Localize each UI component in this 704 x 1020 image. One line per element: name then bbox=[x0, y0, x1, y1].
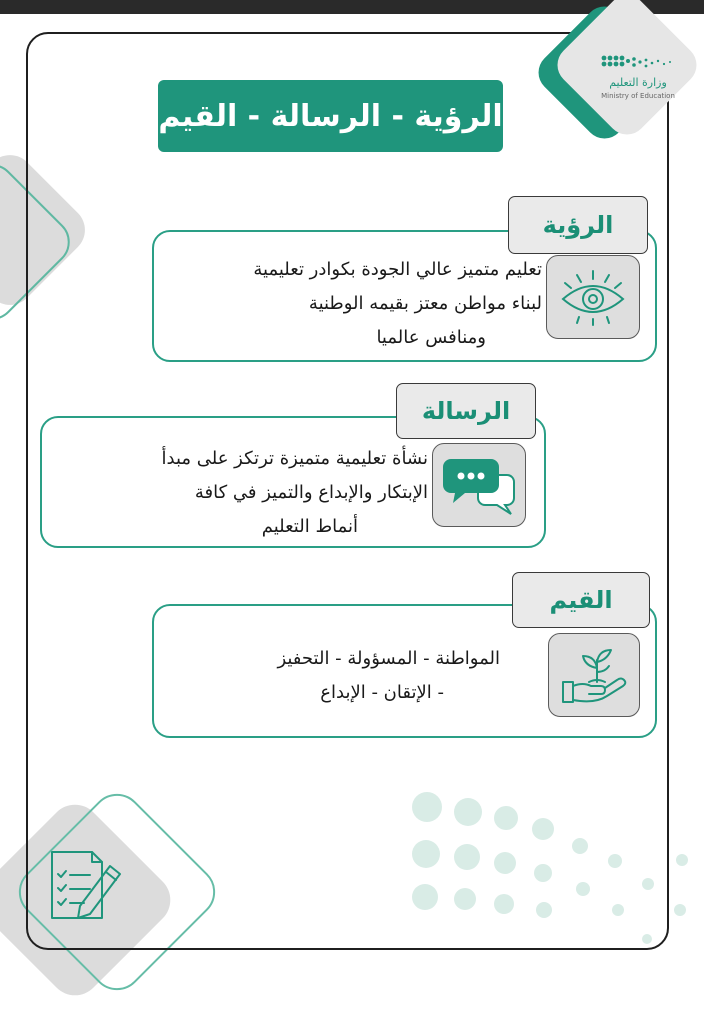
eye-icon bbox=[555, 267, 631, 327]
vision-line-3: ومنافس عالميا bbox=[376, 327, 486, 348]
vision-label: الرؤية bbox=[508, 196, 648, 254]
logo-block bbox=[538, 0, 704, 160]
vision-line-2: لبناء مواطن معتز بقيمه الوطنية bbox=[308, 293, 542, 314]
document-pen-icon bbox=[44, 846, 134, 936]
ministry-emblem-icon bbox=[598, 52, 678, 74]
mission-line-1: نشأة تعليمية متميزة ترتكز على مبدأ bbox=[161, 448, 428, 469]
mission-line-2: الإبتكار والإبداع والتميز في كافة bbox=[194, 482, 428, 503]
mission-text bbox=[60, 442, 428, 544]
vision-line-1: تعليم متميز عالي الجودة بكوادر تعليمية bbox=[253, 259, 542, 280]
mission-line-3: أنماط التعليم bbox=[261, 516, 358, 537]
plant-in-hand-icon bbox=[557, 642, 631, 708]
mission-label: الرسالة bbox=[396, 383, 536, 439]
vision-text bbox=[170, 253, 542, 355]
vision-icon-box bbox=[546, 255, 640, 339]
values-label: القيم bbox=[512, 572, 650, 628]
page-title: الرؤية - الرسالة - القيم bbox=[158, 80, 503, 152]
chat-bubbles-icon bbox=[441, 453, 517, 517]
logo-english-text: Ministry of Education bbox=[601, 92, 675, 100]
logo-arabic-text: وزارة التعليم bbox=[609, 76, 667, 89]
values-text bbox=[170, 642, 500, 710]
values-line-2: - الإتقان - الإبداع bbox=[320, 682, 444, 703]
mission-icon-box bbox=[432, 443, 526, 527]
values-line-1: المواطنة - المسؤولة - التحفيز bbox=[277, 648, 500, 669]
values-icon-box bbox=[548, 633, 640, 717]
